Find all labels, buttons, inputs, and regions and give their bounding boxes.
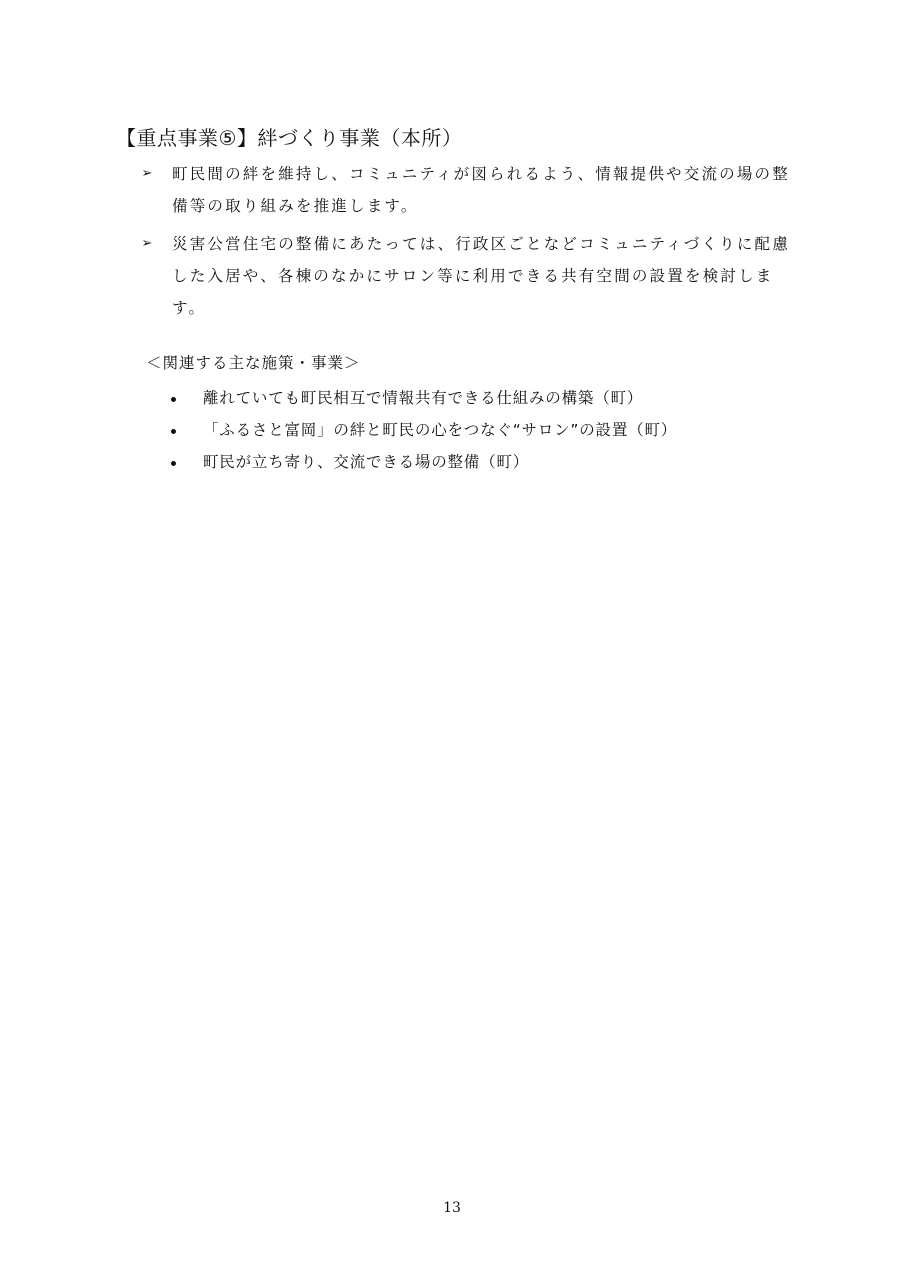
bullet-dot-icon bbox=[171, 397, 176, 402]
related-measure-item bbox=[170, 382, 677, 414]
related-measures-title: ＜関連する主な施策・事業＞ bbox=[146, 354, 361, 372]
related-measure-item bbox=[170, 414, 677, 446]
key-point-text: 災害公営住宅の整備にあたっては、行政区ごとなどコミュニティづくりに配慮した入居や、各棟のなかにサロン等に利用できる共有空間の設置を検討します。 bbox=[172, 235, 790, 317]
related-measure-text: 離れていても町民相互で情報共有できる仕組みの構築（町） bbox=[203, 389, 644, 407]
related-measure-item bbox=[170, 446, 677, 478]
key-point-text: 町民間の絆を維持し、コミュニティが図られるよう、情報提供や交流の場の整備等の取り組みを推進します。 bbox=[172, 165, 790, 215]
key-point-item bbox=[140, 228, 805, 324]
page-number: 13 bbox=[443, 1200, 461, 1216]
bullet-dot-icon bbox=[171, 429, 176, 434]
key-points-list bbox=[140, 158, 805, 330]
arrow-bullet-icon: ➢ bbox=[141, 166, 155, 181]
arrow-bullet-icon: ➢ bbox=[141, 236, 155, 251]
related-measures-list bbox=[170, 382, 677, 478]
key-point-item bbox=[140, 158, 805, 222]
related-measure-text: 「ふるさと富岡」の絆と町民の心をつなぐ“サロン”の設置（町） bbox=[203, 421, 678, 439]
related-measure-text: 町民が立ち寄り、交流できる場の整備（町） bbox=[203, 453, 530, 471]
section-heading: 【重点事業⑤】絆づくり事業（本所） bbox=[116, 126, 463, 150]
bullet-dot-icon bbox=[171, 461, 176, 466]
